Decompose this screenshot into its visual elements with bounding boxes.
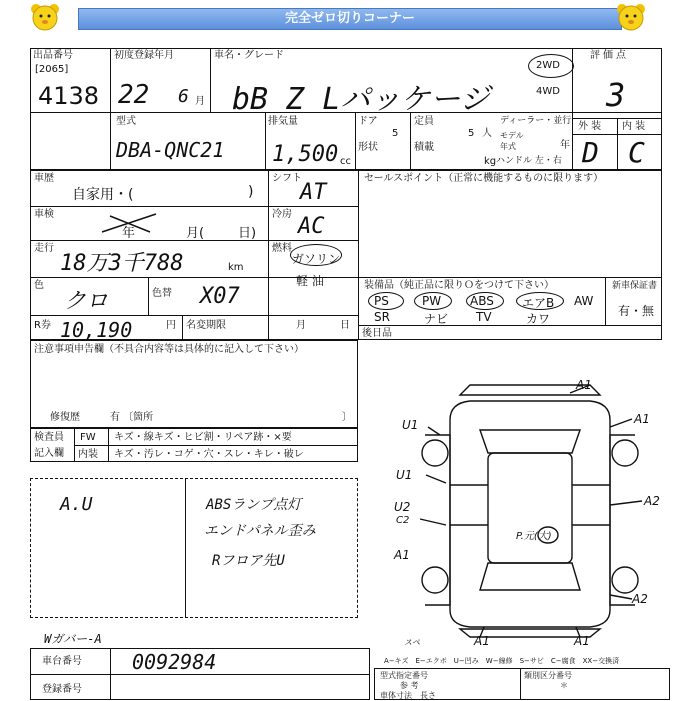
repair-value: 有 〔箇所	[110, 412, 154, 423]
color-value: クロ	[64, 289, 109, 314]
naisou-label: 内装	[78, 449, 98, 460]
equip-ps: PS	[374, 294, 389, 308]
diagram-mark: A1	[394, 548, 410, 562]
note-right1: ABSランプ点灯	[206, 497, 302, 513]
plate-label: 登録番号	[42, 684, 82, 695]
naisou-text: キズ・汚レ・コゲ・穴・スレ・キレ・破レ	[114, 449, 304, 460]
ac-label: 冷房	[272, 209, 292, 220]
lot-label: 出品番号	[33, 50, 73, 61]
year-unit: 年	[560, 140, 570, 151]
mileage-label: 走行	[34, 243, 54, 254]
equip-leather: カワ	[526, 312, 551, 326]
usage-value: 自家用・(	[72, 187, 134, 203]
model-name: bB Z Lパッケージ	[232, 82, 490, 117]
load-label: 積載	[414, 142, 434, 153]
fw-text: キズ・線キズ・ヒビ割・リペア跡・×要	[114, 432, 292, 443]
kg-unit: kg	[484, 156, 497, 167]
equip-grid	[362, 294, 602, 324]
equip-pw: PW	[422, 294, 442, 308]
mark-label: ＊	[560, 681, 568, 690]
disp-value: 1,500	[272, 142, 339, 167]
reg-label: 初度登録年月	[114, 50, 174, 61]
inspect-label: 車検	[34, 209, 54, 220]
repair-label: 修復歴	[50, 412, 80, 423]
cert-label: 型式指定番号	[380, 671, 428, 680]
door-label: ドア	[358, 116, 378, 127]
grade-value: 3	[606, 76, 626, 114]
diagram-mark: C2	[396, 515, 410, 526]
diagram-mark: A1	[474, 634, 490, 648]
inspector-label2: 記入欄	[34, 448, 64, 459]
equip-label: 装備品（純正品に限りＯをつけて下さい）	[364, 280, 554, 291]
inspect-day: 日)	[238, 226, 257, 241]
recycle-unit: 円	[166, 320, 176, 331]
type-value: DBA-QNC21	[116, 138, 225, 162]
drive-4wd: 4WD	[536, 86, 560, 97]
inspector-label1: 検査員	[34, 432, 64, 443]
ext-value: D	[582, 136, 599, 169]
recycle-label: R券	[34, 320, 51, 331]
cap-label: 定員	[414, 116, 434, 127]
reg-month-unit: 月	[195, 96, 205, 107]
model-label: 車名・グレード	[214, 50, 284, 61]
mascot-icon	[614, 2, 648, 36]
diagram-mark: A2	[632, 592, 648, 606]
shape-label: 形状	[358, 142, 378, 153]
chassis-value: 0092984	[132, 650, 217, 674]
warranty-label: 新車保証書	[612, 281, 658, 291]
fuel-diesel: 軽 油	[296, 274, 324, 288]
warranty-value: 有・無	[618, 304, 655, 318]
reg-month: 6	[178, 86, 189, 107]
repair-close: 〕	[342, 412, 352, 423]
notes-label: 注意事項申告欄（不具合内容等は具体的に記入して下さい）	[34, 344, 304, 355]
disp-label: 排気量	[268, 116, 298, 127]
cap-unit: 人	[482, 128, 492, 139]
chassis-label: 車台番号	[42, 656, 82, 667]
diagram-mark: A1	[574, 634, 590, 648]
shift-value: AT	[300, 180, 327, 205]
km-unit: km	[228, 262, 244, 273]
inspect-month: 月(	[186, 226, 205, 241]
color-code: X07	[200, 284, 240, 309]
note-right3: Rフロア先U	[212, 553, 285, 569]
note-left: A.U	[60, 494, 93, 515]
banner-title: 完全ゼロ切りコーナー	[78, 8, 622, 30]
car-diagram	[380, 375, 680, 650]
rear-label: 後日品	[362, 328, 392, 339]
lot-number: 4138	[38, 82, 100, 110]
type-label: 型式	[116, 116, 136, 127]
door-value: 5	[392, 128, 399, 139]
dealer-label: ディーラー・並行	[500, 116, 572, 126]
equip-aw: AW	[574, 294, 594, 308]
banner	[0, 0, 700, 38]
fuel-label: 燃料	[272, 243, 292, 254]
equip-sr: SR	[374, 310, 390, 324]
int-label: 内 装	[622, 121, 646, 132]
diagram-mark: U2	[394, 500, 411, 514]
shift-label: シフト	[272, 173, 302, 184]
category-label: 類別区分番号	[524, 671, 572, 680]
color-label: 色	[34, 280, 44, 291]
note-bottom: Wガバー-A	[44, 632, 102, 646]
fw-label: FW	[80, 432, 96, 443]
diagram-mark: P.元(大)	[516, 531, 552, 542]
equip-tv: TV	[476, 310, 492, 324]
usage-close: )	[248, 184, 254, 200]
equip-abs: ABS	[470, 294, 494, 308]
equip-airbag: エアB	[522, 296, 555, 310]
cap-value: 5	[468, 128, 475, 139]
diagram-mark: A1	[576, 378, 592, 392]
ac-value: AC	[298, 214, 325, 239]
mileage-value: 18万3千788	[60, 251, 184, 276]
mascot-icon	[28, 2, 62, 36]
diagram-mark: A2	[644, 494, 660, 508]
ext-label: 外 装	[578, 121, 602, 132]
length-label: 長さ	[420, 691, 436, 700]
usage-label: 車歴	[34, 173, 54, 184]
int-value: C	[628, 136, 645, 169]
grade-label: 評価点	[590, 50, 629, 61]
transfer-label: 名変期限	[186, 320, 226, 331]
size-label: 車体寸法	[380, 691, 412, 700]
diagram-mark: U1	[396, 468, 413, 482]
disp-unit: cc	[340, 156, 351, 167]
lot-small: [2065]	[35, 64, 69, 75]
color-change-label: 色替	[152, 288, 172, 299]
fuel-gasoline: ガソリン	[292, 252, 341, 266]
transfer-month: 月	[296, 320, 306, 331]
reg-year: 22	[118, 80, 150, 110]
damage-legend: A−キズ E−エクボ U−凹み W−線修 S−サビ C−腐食 XX−交換済	[384, 657, 620, 665]
ref-label: 参 考	[400, 681, 419, 690]
sales-label: セールスポイント（正常に機能するものに限ります）	[364, 173, 604, 184]
diagram-mark: A1	[634, 412, 650, 426]
model-year-label: モデル年式	[500, 131, 524, 151]
equip-navi: ナビ	[424, 312, 449, 326]
handle-label: ハンドル 左・右	[496, 156, 562, 166]
recycle-value: 10,190	[60, 318, 133, 342]
drive-2wd: 2WD	[536, 60, 560, 71]
diagram-mark: スペ	[404, 638, 420, 647]
note-right2: エンドパネル歪み	[204, 523, 316, 539]
diagram-mark: U1	[402, 418, 419, 432]
inspect-year: 年	[122, 226, 136, 241]
transfer-day: 日	[340, 320, 350, 331]
